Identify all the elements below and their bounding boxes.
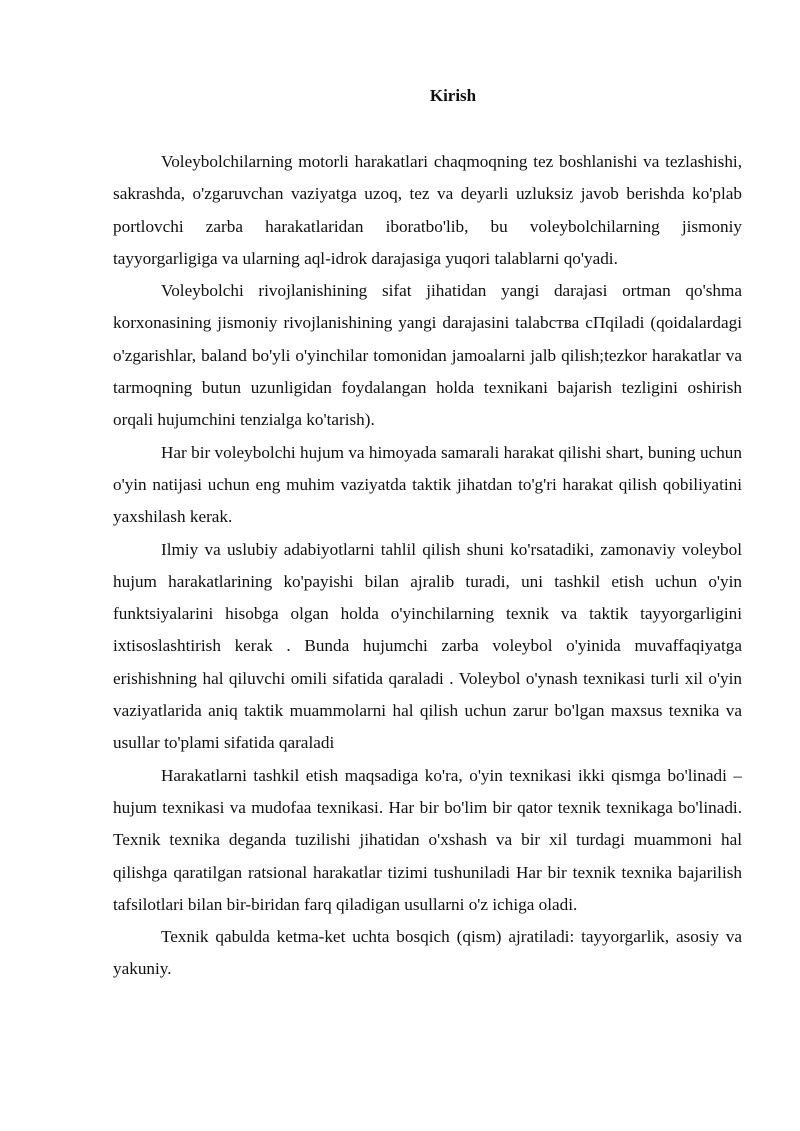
- paragraph-5: Harakatlarni tashkil etish maqsadiga ko'ra, o'yin texnikasi ikki qismga bo'linadi – hujum texnikasi va mudofaa texnikasi. Har bir bo'lim bir qator texnik texnikaga bo'linadi. Texnik texnika deganda tuzilishi jihatidan o'xshash va bir xil turdagi muammoni hal qilishga qaratilgan ratsional harakatlar tizimi tushuniladi Har bir texnik texnika bajarilish tafsilotlari bilan bir-biridan farq qiladigan usullarni o'z ichiga oladi.: [113, 765, 742, 914]
- paragraph-1: Voleybolchilarning motorli harakatlari chaqmoqning tez boshlanishi va tezlashishi, sakrashda, o'zgaruvchan vaziyatga uzoq, tez va deyarli uzluksiz javob berishda ko'plab portlovchi zarba harakatlaridan iboratbo'lib, bu voleybolchilarning jismoniy tayyorgarligiga va ularning aql-idrok darajasiga yuqori talablarni qo'yadi.: [113, 152, 742, 268]
- paragraph-4: Ilmiy va uslubiy adabiyotlarni tahlil qilish shuni ko'rsatadiki, zamonaviy voleybol hujum harakatlarining ko'payishi bilan ajralib turadi, uni tashkil etish uchun o'yin funktsiyalarini hisobga olgan holda o'yinchilarning texnik va taktik tayyorgarligini ixtisoslashtirish kerak . Bunda hujumchi zarba voleybol o'yinida muvaffaqiyatga erishishning hal qiluvchi omili sifatida qaraladi . Voleybol o'ynash texnikasi turli xil o'yin vaziyatlarida aniq taktik muammolarni hal qilish uchun zarur bo'lgan maxsus texnika va usullar to'plami sifatida qaraladi: [113, 539, 742, 753]
- paragraph-6: Texnik qabulda ketma-ket uchta bosqich (qism) ajratiladi: tayyorgarlik, asosiy va yakuniy.: [113, 927, 742, 979]
- paragraph-2: Voleybolchi rivojlanishining sifat jihatidan yangi darajasi ortman qo'shma korxonasining jismoniy rivojlanishining yangi darajasini talabства сПqiladi (qoidalardagi o'zgarishlar, baland bo'yli o'yinchilar tomonidan jamoalarni jalb qilish;tezkor harakatlar va tarmoqning butun uzunligidan foydalangan holda texnikani bajarish tezligini oshirish orqali hujumchini tenzialga ko'tarish).: [113, 281, 742, 430]
- paragraph-3: Har bir voleybolchi hujum va himoyada samarali harakat qilishi shart, buning uchun o'yin natijasi uchun eng muhim vaziyatda taktik jihatdan to'g'ri harakat qilish qobiliyatini yaxshilash kerak.: [113, 442, 742, 527]
- page-title: Kirish: [429, 86, 477, 105]
- document-body: [113, 146, 742, 986]
